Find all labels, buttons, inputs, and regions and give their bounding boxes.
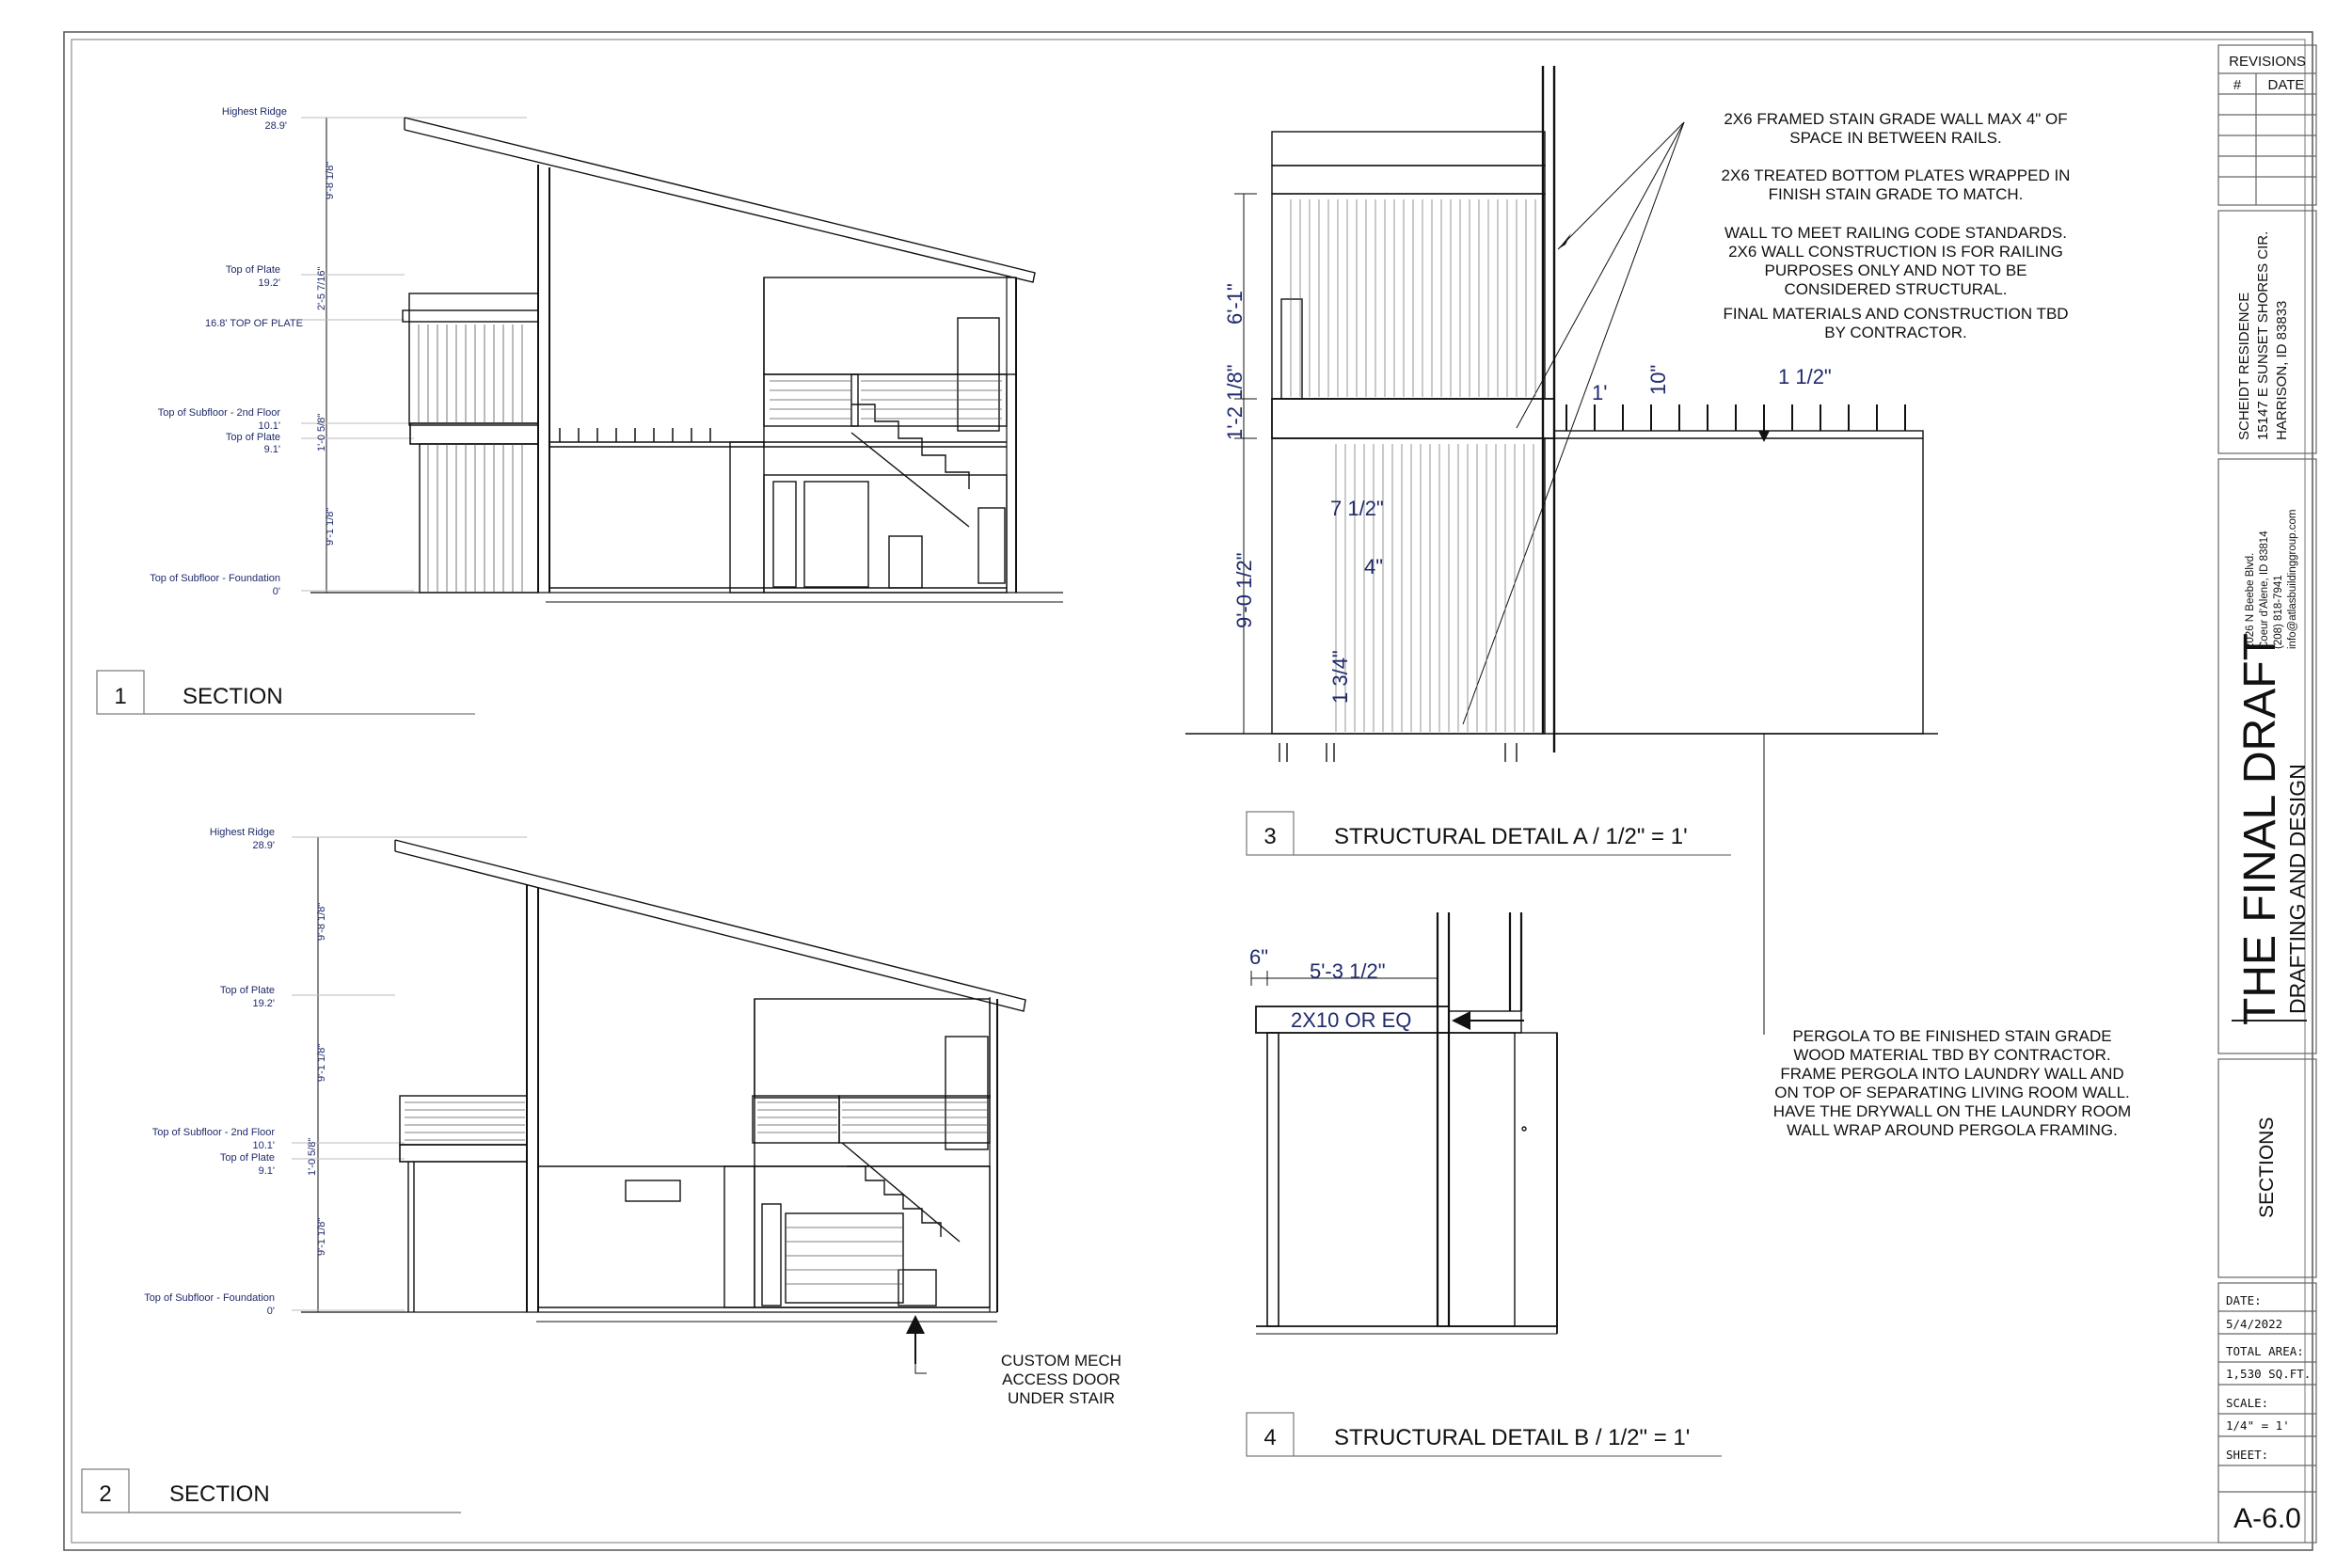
dim: 2'-5 7/16" [316, 266, 327, 310]
view-number: 2 [99, 1481, 112, 1507]
note-line: 2X6 WALL CONSTRUCTION IS FOR RAILING [1728, 243, 2063, 261]
date-value: 5/4/2022 [2226, 1317, 2283, 1331]
sheet-title: SECTIONS [2256, 1117, 2278, 1218]
level-name: Top of Subfloor - 2nd Floor [151, 1127, 275, 1138]
detail-3-arrow-head-2 [1758, 431, 1770, 442]
note-line: CONSIDERED STRUCTURAL. [1784, 280, 2008, 298]
note-line: PURPOSES ONLY AND NOT TO BE [1764, 261, 2027, 279]
view-number: 3 [1263, 824, 1277, 849]
section-1-drawing [301, 118, 1063, 602]
detail-3-cladding [1291, 199, 1535, 732]
note-line: WALL TO MEET RAILING CODE STANDARDS. [1724, 224, 2067, 242]
view-title: STRUCTURAL DETAIL A / 1/2" = 1' [1334, 824, 1688, 849]
level-name: Top of Subfloor - Foundation [150, 573, 280, 584]
area-value: 1,530 SQ.FT. [2226, 1367, 2312, 1381]
dim: 9'-1 1/8" [316, 1217, 327, 1256]
dim: 1 3/4" [1328, 650, 1352, 704]
note-line: SPACE IN BETWEEN RAILS. [1789, 129, 2002, 147]
detail-3-note [1722, 110, 2071, 341]
company-tagline: DRAFTING AND DESIGN [2285, 764, 2310, 1014]
revisions-col-date: DATE [2267, 77, 2305, 93]
view-number: 1 [114, 684, 127, 709]
section-2-railing-lines [405, 1102, 988, 1284]
detail-4-dims [1249, 945, 1411, 1032]
note-line: ON TOP OF SEPARATING LIVING ROOM WALL. [1774, 1084, 2130, 1101]
project-city: HARRISON, ID 83833 [2274, 300, 2290, 440]
revisions-col-number: # [2233, 77, 2242, 93]
level-value: 0' [266, 1306, 275, 1317]
mech-door-leader [915, 1364, 927, 1373]
dim: 6'-1" [1223, 283, 1247, 325]
note-line: HAVE THE DRYWALL ON THE LAUNDRY ROOM [1772, 1102, 2132, 1120]
note-line: 2X6 FRAMED STAIN GRADE WALL MAX 4" OF [1724, 110, 2068, 128]
section-2-dims [307, 903, 327, 1256]
level-name: Top of Plate [219, 1152, 275, 1164]
level-name: Highest Ridge [209, 827, 275, 838]
mech-door-note [1001, 1352, 1121, 1407]
level-value: 9.1' [258, 1165, 275, 1177]
contact-line: info@atlasbuildinggroup.com [2287, 509, 2298, 649]
dim: 6" [1249, 945, 1269, 969]
section-2-level-labels [144, 827, 275, 1317]
revisions-header: REVISIONS [2229, 54, 2306, 70]
dim: 9'-1 1/8" [325, 507, 336, 546]
dim: 1'-0 5/8" [307, 1137, 318, 1176]
level-name: Top of Subfloor - Foundation [144, 1292, 275, 1304]
dim: 9'-1 1/8" [316, 1043, 327, 1082]
level-value: 10.1' [252, 1140, 275, 1151]
section-1-cladding [419, 325, 1002, 593]
view-title: STRUCTURAL DETAIL B / 1/2" = 1' [1334, 1425, 1691, 1450]
note-line: WOOD MATERIAL TBD BY CONTRACTOR. [1793, 1046, 2111, 1064]
section-1-posts [560, 428, 710, 442]
note-line: WALL WRAP AROUND PERGOLA FRAMING. [1787, 1121, 2118, 1139]
level-value: 19.2' [252, 998, 275, 1009]
dim: 9'-0 1/2" [1232, 552, 1256, 628]
view-number: 4 [1263, 1425, 1277, 1450]
view-title-boxes [82, 671, 1731, 1513]
level-name: Top of Plate [219, 985, 275, 996]
company-block [2235, 510, 2310, 1025]
level-name: 16.8' TOP OF PLATE [204, 318, 303, 329]
beam-label: 2X10 OR EQ [1291, 1008, 1412, 1032]
level-value: 28.9' [252, 840, 275, 851]
contact-line: Coeur d'Alene, ID 83814 [2259, 531, 2270, 649]
area-label: TOTAL AREA: [2226, 1344, 2304, 1358]
detail-4-drawing [1251, 912, 1557, 1334]
view-title: SECTION [169, 1481, 270, 1507]
detail-3-pickets [1566, 404, 1905, 431]
level-value: 10.1' [258, 420, 280, 432]
project-address: 15147 E SUNSET SHORES CIR. [2255, 230, 2271, 440]
date-label: DATE: [2226, 1293, 2262, 1307]
level-name: Top of Plate [225, 264, 280, 276]
level-name: Highest Ridge [221, 106, 287, 118]
sheet-number: A-6.0 [2233, 1503, 2301, 1534]
detail-3-drawing [1185, 66, 1938, 1035]
company-name: THE FINAL DRAFT [2235, 633, 2285, 1025]
level-name: Top of Plate [225, 432, 280, 443]
detail-4-note [1773, 1027, 2131, 1139]
contact-line: (208) 818-7941 [2273, 575, 2284, 649]
dim: 1'-2 1/8" [1223, 364, 1247, 440]
project-name: SCHEIDT RESIDENCE [2236, 292, 2252, 440]
note-line: PERGOLA TO BE FINISHED STAIN GRADE [1792, 1027, 2112, 1045]
section-1-level-labels [150, 106, 303, 597]
project-info [2236, 231, 2290, 440]
note-line: FRAME PERGOLA INTO LAUNDRY WALL AND [1780, 1065, 2124, 1083]
level-value: 28.9' [264, 120, 287, 132]
note-line: BY CONTRACTOR. [1824, 324, 1967, 341]
dim: 9'-8 1/8" [325, 161, 336, 199]
dim: 4" [1364, 555, 1384, 578]
note-line: CUSTOM MECH [1000, 1352, 1122, 1370]
scale-value: 1/4" = 1' [2226, 1418, 2290, 1433]
dim: 1' [1592, 381, 1608, 404]
section-2-drawing [292, 837, 1025, 1322]
scale-label: SCALE: [2226, 1396, 2269, 1410]
note-line: ACCESS DOOR [1002, 1370, 1120, 1388]
level-name: Top of Subfloor - 2nd Floor [157, 407, 280, 419]
dim: 1'-0 5/8" [316, 413, 327, 451]
note-line: 2X6 TREATED BOTTOM PLATES WRAPPED IN [1721, 166, 2071, 184]
level-value: 9.1' [263, 444, 280, 455]
note-line: UNDER STAIR [1008, 1389, 1115, 1407]
dim: 5'-3 1/2" [1310, 959, 1386, 983]
sheet-label: SHEET: [2226, 1448, 2269, 1462]
note-line: FINISH STAIN GRADE TO MATCH. [1768, 185, 2024, 203]
dim: 7 1/2" [1330, 497, 1384, 520]
view-title: SECTION [183, 684, 283, 709]
detail-3-dims [1223, 283, 1832, 704]
contact-line: 2026 N Beebe Blvd. [2245, 552, 2256, 649]
dim: 10" [1646, 364, 1670, 395]
dim: 9'-8 1/8" [316, 902, 327, 941]
level-value: 19.2' [258, 277, 280, 289]
dim: 1 1/2" [1778, 365, 1832, 388]
note-line: FINAL MATERIALS AND CONSTRUCTION TBD [1723, 305, 2069, 323]
level-value: 0' [272, 586, 280, 597]
